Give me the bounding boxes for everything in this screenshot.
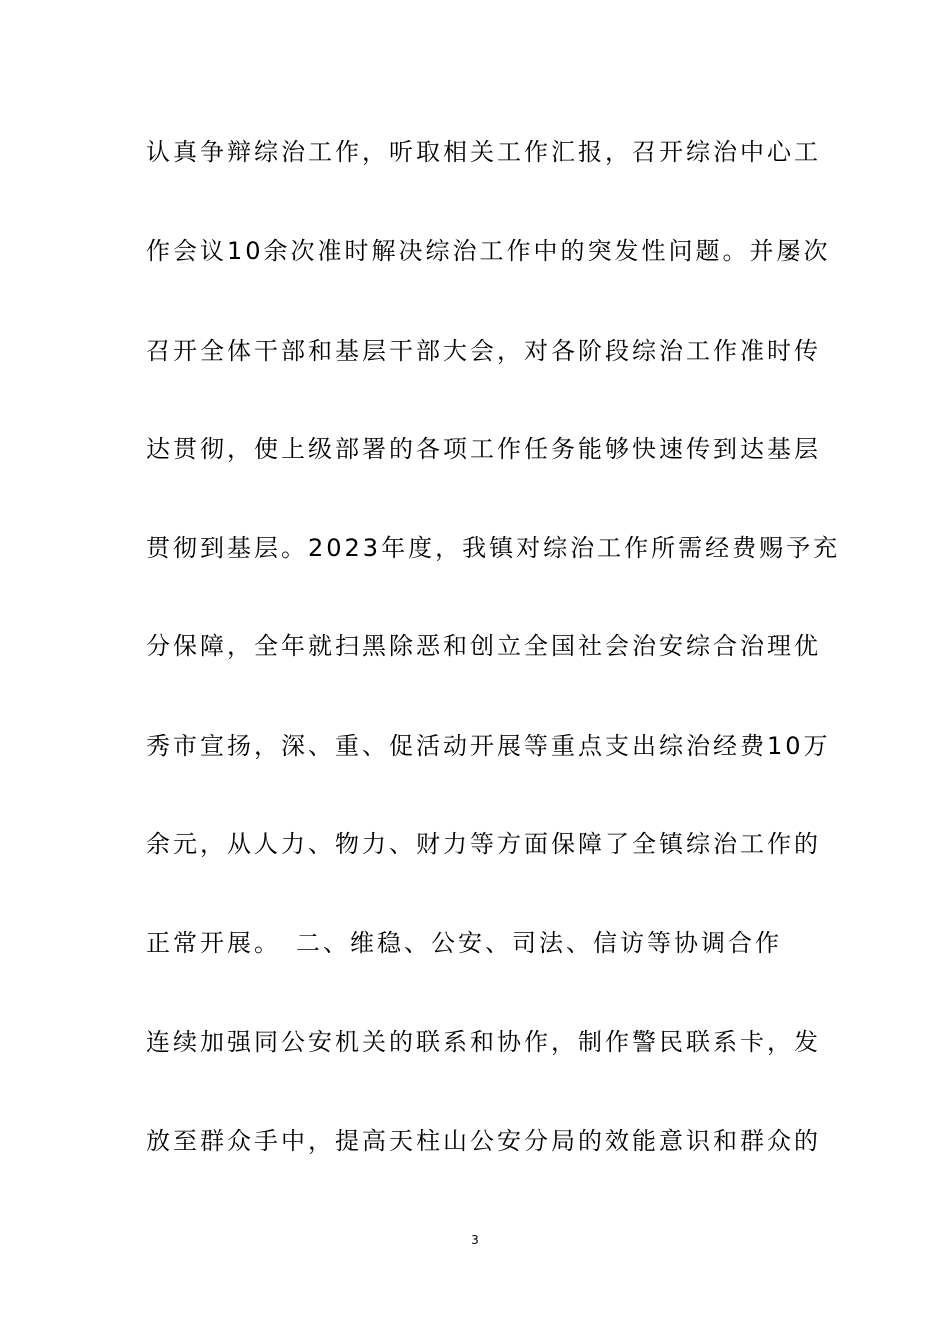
body-text-line: 作会议10余次准时解决综治工作中的突发性问题。并屡次 xyxy=(146,237,831,265)
body-text-line: 认真争辩综治工作，听取相关工作汇报，召开综治中心工 xyxy=(146,138,821,166)
body-text-line: 贯彻到基层。2023年度，我镇对综治工作所需经费赐予充 xyxy=(146,534,841,562)
body-text-line: 余元，从人力、物力、财力等方面保障了全镇综治工作的 xyxy=(146,830,821,858)
body-text-line: 召开全体干部和基层干部大会，对各阶段综治工作准时传 xyxy=(146,337,821,365)
body-text-line: 放至群众手中，提高天柱山公安分局的效能意识和群众的 xyxy=(146,1127,821,1155)
page-number: 3 xyxy=(471,1233,479,1247)
body-text-line: 连续加强同公安机关的联系和协作，制作警民联系卡，发 xyxy=(146,1028,821,1056)
body-text-line: 达贯彻，使上级部署的各项工作任务能够快速传到达基层 xyxy=(146,435,821,463)
body-text-line: 正常开展。 二、维稳、公安、司法、信访等协调合作 xyxy=(146,929,782,957)
body-text-line: 分保障，全年就扫黑除恶和创立全国社会治安综合治理优 xyxy=(146,632,821,660)
body-text-line: 秀市宣扬，深、重、促活动开展等重点支出综治经费10万 xyxy=(146,732,831,760)
